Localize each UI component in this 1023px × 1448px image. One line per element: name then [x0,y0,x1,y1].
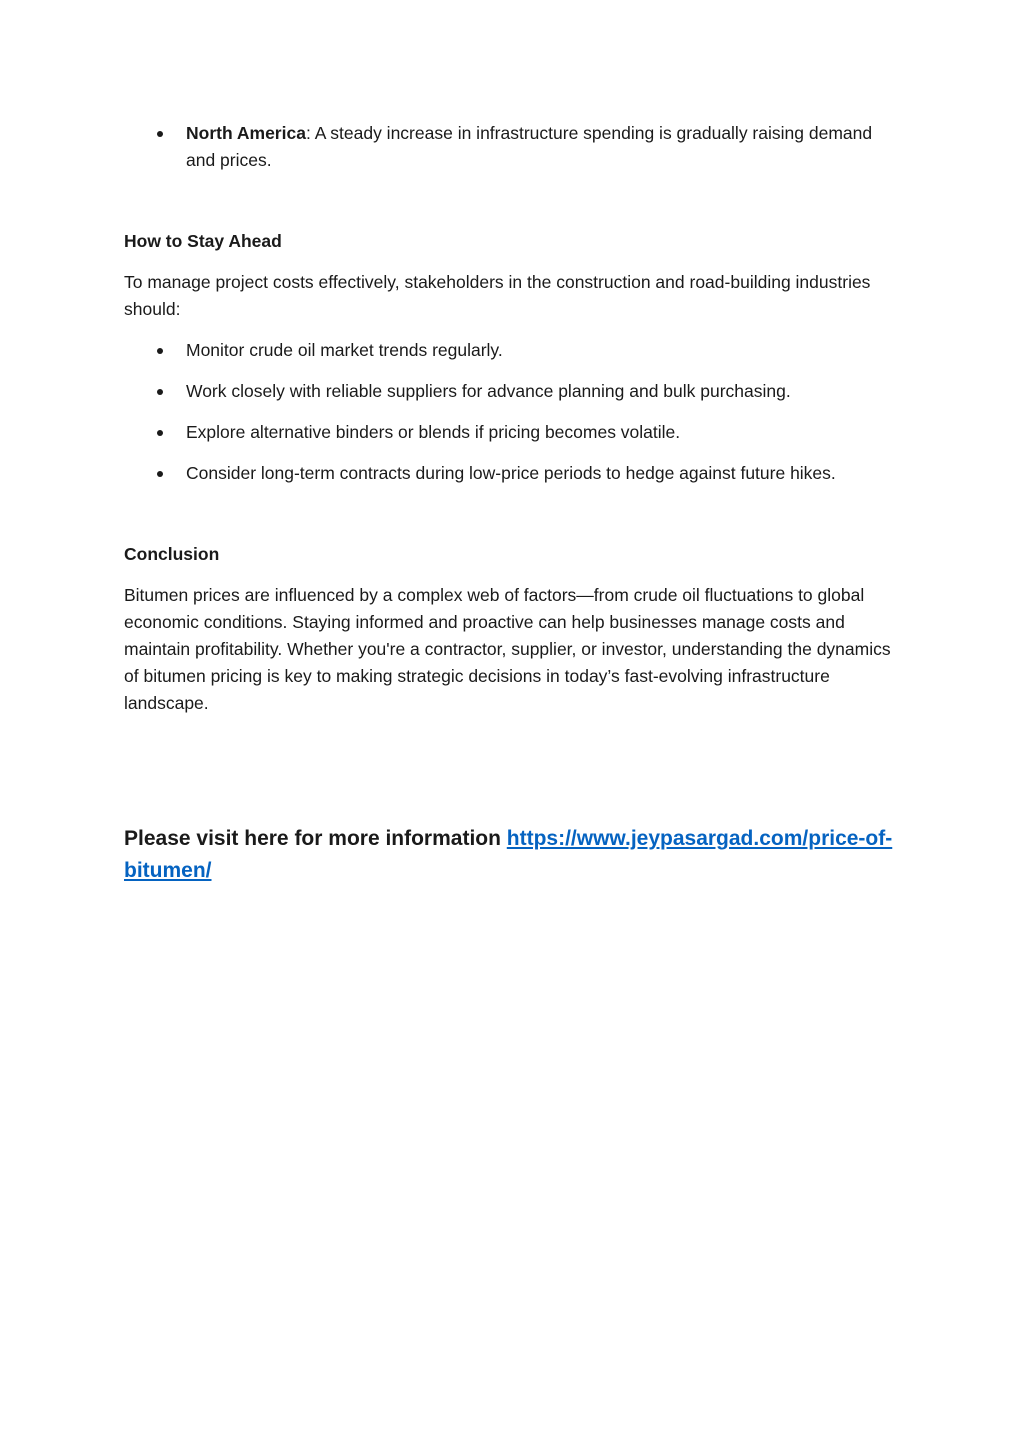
bullet-icon [157,131,163,137]
intro-bullet-list [124,120,899,174]
list-item [124,419,899,446]
bullet-text: Monitor crude oil market trends regularly. [186,340,503,360]
list-item [124,337,899,364]
bullet-icon [157,389,163,395]
conclusion-paragraph: Bitumen prices are influenced by a complex web of factors—from crude oil fluctuations to global economic conditions. Staying informed and proactive can help businesses manage costs and maintain profitability. Whether you're a contractor, supplier, or investor, understanding the dynamics of bitumen pricing is key to making strategic decisions in today’s fast-evolving infrastructure landscape. [124,585,891,713]
document-content [124,120,899,887]
visit-line [124,823,899,887]
bullet-icon [157,348,163,354]
section-heading-stay-ahead: How to Stay Ahead [124,231,282,251]
spacer [124,501,899,541]
bullet-icon [157,471,163,477]
visit-label: Please visit here for more information [124,827,507,850]
list-item [124,460,899,487]
stay-ahead-bullet-list [124,337,899,487]
bullet-text: Explore alternative binders or blends if pricing becomes volatile. [186,422,681,442]
bullet-bold-label: North America [186,123,306,143]
spacer [124,188,899,228]
bullet-text: Work closely with reliable suppliers for advance planning and bulk purchasing. [186,381,791,401]
stay-ahead-intro: To manage project costs effectively, stakeholders in the construction and road-building industries should: [124,272,871,319]
section-heading-conclusion: Conclusion [124,544,220,564]
bullet-text: Consider long-term contracts during low-price periods to hedge against future hikes. [186,463,836,483]
visit-link[interactable]: https://www.jeypasargad.com/price-of-bitumen/ [124,827,893,882]
list-item [124,120,899,174]
bullet-text: : A steady increase in infrastructure spending is gradually raising demand and prices. [186,123,873,170]
list-item [124,378,899,405]
bullet-icon [157,430,163,436]
spacer [124,731,899,823]
